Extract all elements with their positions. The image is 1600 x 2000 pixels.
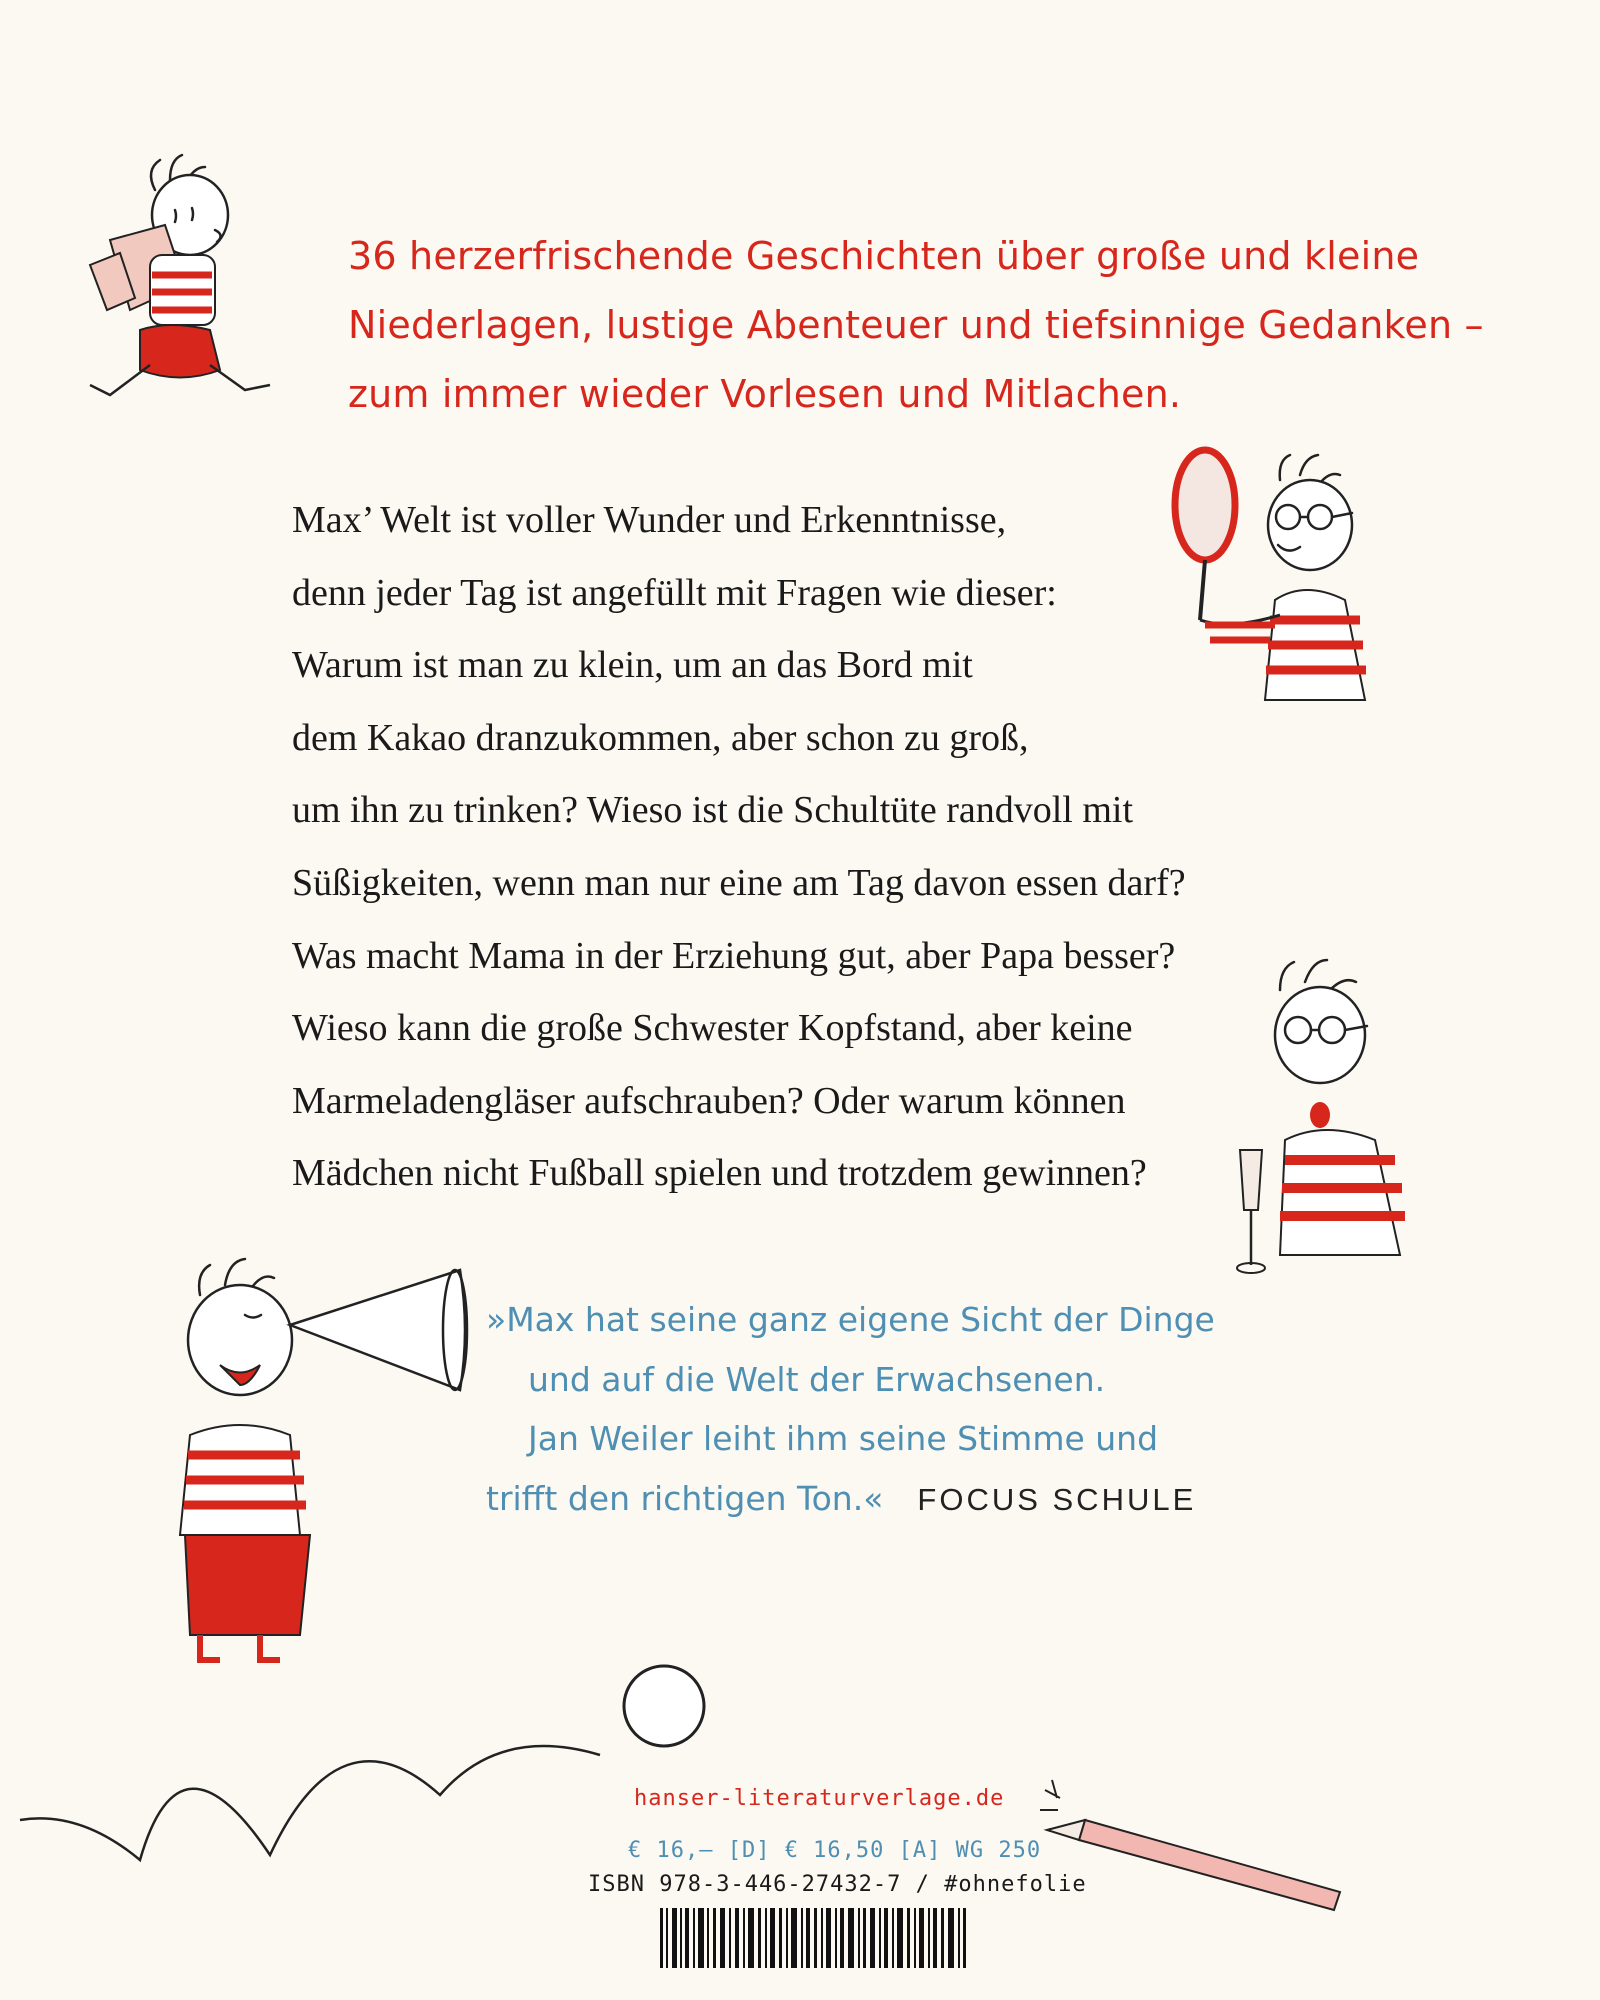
tagline	[348, 222, 1484, 429]
blurb-line: Was macht Mama in der Erziehung gut, aber Papa besser?	[292, 934, 1176, 977]
tagline-line: 36 herzerfrischende Geschichten über große und kleine	[348, 234, 1420, 278]
barcode	[660, 1908, 980, 1968]
quote-line: Jan Weiler leiht ihm seine Stimme und	[528, 1419, 1159, 1458]
blurb-line: Mädchen nicht Fußball spielen und trotzdem gewinnen?	[292, 1152, 1147, 1195]
pencil-illustration	[1040, 1780, 1380, 1910]
quote-line: trifft den richtigen Ton.«	[486, 1478, 884, 1518]
quote-source: FOCUS SCHULE	[917, 1481, 1197, 1517]
isbn-info: ISBN 978-3-446-27432-7 / #ohnefolie	[588, 1872, 1087, 1897]
blurb-line: denn jeder Tag ist angefüllt mit Fragen wie dieser:	[292, 571, 1057, 614]
quote-line: und auf die Welt der Erwachsenen.	[528, 1359, 1106, 1399]
blurb-line: dem Kakao dranzukommen, aber schon zu groß,	[292, 716, 1029, 759]
blurb-line: Warum ist man zu klein, um an das Bord mit	[292, 644, 973, 687]
blurb-line: Süßigkeiten, wenn man nur eine am Tag davon essen darf?	[292, 861, 1186, 904]
tagline-line: Niederlagen, lustige Abenteuer und tiefsinnige Gedanken –	[348, 303, 1484, 347]
megaphone-boy-illustration	[150, 1255, 460, 1675]
blurb-line: um ihn zu trinken? Wieso ist die Schultüte randvoll mit	[292, 789, 1134, 832]
blurb-text	[292, 484, 1292, 1210]
tagline-line: zum immer wieder Vorlesen und Mitlachen.	[348, 372, 1182, 416]
bouncing-ball-illustration	[20, 1660, 700, 1870]
blurb-line: Marmeladengläser aufschrauben? Oder warum können	[292, 1079, 1126, 1122]
press-quote	[486, 1290, 1215, 1529]
blurb-line: Wieso kann die große Schwester Kopfstand, aber keine	[292, 1007, 1133, 1050]
publisher-website[interactable]: hanser-literaturverlage.de	[634, 1786, 1005, 1811]
quote-line-last	[486, 1469, 1197, 1530]
running-boy-illustration	[80, 150, 310, 450]
price-info: € 16,– [D] € 16,50 [A] WG 250	[628, 1838, 1042, 1863]
blurb-line: Max’ Welt ist voller Wunder und Erkenntnisse,	[292, 499, 1007, 541]
quote-line: »Max hat seine ganz eigene Sicht der Dinge	[486, 1300, 1215, 1339]
